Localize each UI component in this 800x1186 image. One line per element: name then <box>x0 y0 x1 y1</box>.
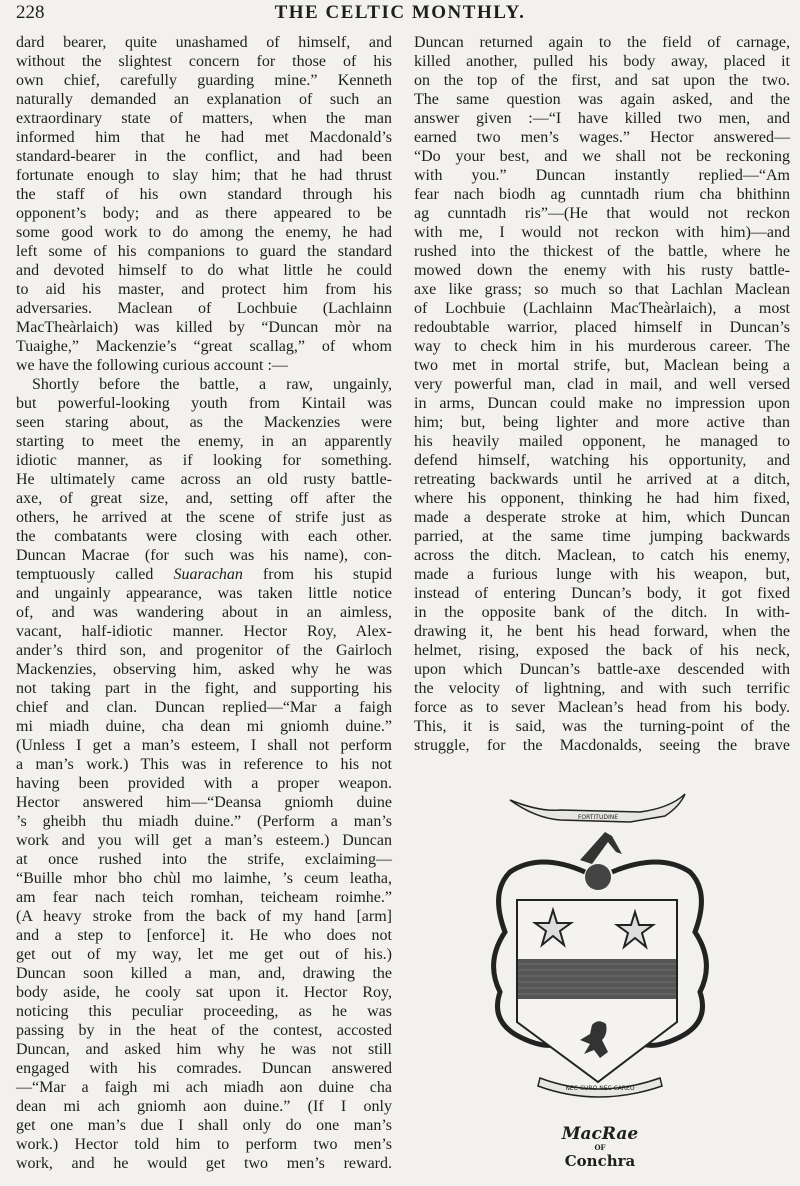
text-line: opponent’s body; and as there appeared to be <box>16 205 392 222</box>
caption-place: Conchra <box>564 1152 636 1170</box>
text-line: “Do your best, and we shall not be reckoning <box>414 148 790 165</box>
text-line: but powerful-looking youth from Kintail was <box>16 395 392 412</box>
text-line: a man’s work.) This was in reference to his not <box>16 756 392 773</box>
text-line: at once rushed into the strife, exclaiming— <box>16 851 392 868</box>
text-line: him; but, being lighter and more active than <box>414 414 790 431</box>
text-line: left some of his companions to guard the standard <box>16 243 392 260</box>
text-line: made a desperate stroke at him, which Duncan <box>414 509 790 526</box>
text-line: Shortly before the battle, a raw, ungainly, <box>32 376 392 393</box>
text-line: chief and clan. Duncan replied—“Mar a faigh <box>16 699 392 716</box>
text-line: work, and he would get two men’s reward. <box>16 1155 392 1172</box>
text-line: Duncan soon killed a man, and, drawing the <box>16 965 392 982</box>
text-line: (A heavy stroke from the back of my hand [arm] <box>16 908 392 925</box>
text-line: This, it is said, was the turning-point of the <box>414 718 790 735</box>
text-line: on the top of the first, and sat upon the two. <box>414 72 790 89</box>
text-line: upon which Duncan’s battle-axe descended with <box>414 661 790 678</box>
text-line: Duncan Macrae (for such was his name), con- <box>16 547 392 564</box>
text-line: Hector answered him—“Deansa gniomh duine <box>16 794 392 811</box>
text-line: The same question was again asked, and the <box>414 91 790 108</box>
text-line: extraordinary state of matters, when the man <box>16 110 392 127</box>
text-line: way to check him in his murderous career. The <box>414 338 790 355</box>
text-line: having been provided with a proper weapon. <box>16 775 392 792</box>
text-line: killed another, pulled his body away, placed it <box>414 53 790 70</box>
coat-of-arms-illustration <box>480 782 720 1102</box>
text-line: very powerful man, clad in mail, and well versed <box>414 376 790 393</box>
text-line: redoubtable warrior, placed himself in Duncan’s <box>414 319 790 336</box>
text-line: Mackenzies, observing him, asked why he was <box>16 661 392 678</box>
text-line: the velocity of lightning, and with such terrific <box>414 680 790 697</box>
text-line: we have the following curious account :— <box>16 357 288 374</box>
caption-of: OF <box>594 1143 606 1152</box>
text-line: helmet, rising, exposed the back of his neck, <box>414 642 790 659</box>
text-line: across the ditch. Maclean, to catch his enemy, <box>414 547 790 564</box>
text-line: where his opponent, thinking he had him fixed, <box>414 490 790 507</box>
left-column <box>16 33 392 1173</box>
text-line: temptuously called Suarachan from his stupid <box>16 566 392 583</box>
text-line: to aid his master, and protect him from his <box>16 281 392 298</box>
text-line: in arms, Duncan could make no impression upon <box>414 395 790 412</box>
text-line: Tuaighe,” Mackenzie’s “great scallag,” of whom <box>16 338 392 355</box>
crest-motto-scroll <box>510 794 685 822</box>
base-motto-text: NEC CURO NEC CAREO <box>565 1085 635 1092</box>
text-line: get out of my way, let me get out of his.) <box>16 946 392 963</box>
text-line: others, he arrived at the scene of strife just as <box>16 509 392 526</box>
text-line: made a furious lunge with his weapon, but, <box>414 566 790 583</box>
text-line: parried, at the same time jumping backwards <box>414 528 790 545</box>
text-line: dean mi ach gniomh aon duine.” (If I only <box>16 1098 392 1115</box>
text-line: —“Mar a faigh mi ach miadh aon duine cha <box>16 1079 392 1096</box>
text-line: adversaries. Maclean of Lochbuie (Lachlainn <box>16 300 392 317</box>
text-line: the staff of his own standard through his <box>16 186 392 203</box>
text-line: ag cunntadh ris”—(He that would not reckon <box>414 205 790 222</box>
running-title: THE CELTIC MONTHLY. <box>274 2 526 23</box>
text-line: and devoted himself to do what little he could <box>16 262 392 279</box>
text-line: his heavily mailed opponent, he managed to <box>414 433 790 450</box>
text-line: ander’s third son, and progenitor of the Gairloch <box>16 642 392 659</box>
text-line: fear nach biodh ag cunntadh rium cha bhithinn <box>414 186 790 203</box>
text-line: own chief, carefully guarding mine.” Kenneth <box>16 72 392 89</box>
helmet-icon <box>585 864 611 890</box>
text-line: earned two men’s wages.” Hector answered— <box>414 129 790 146</box>
text-line: defend himself, watching his opportunity, and <box>414 452 790 469</box>
text-line: dard bearer, quite unashamed of himself, and <box>16 34 392 51</box>
shield <box>517 900 677 1082</box>
text-line: with you.” Duncan instantly replied—“Am <box>414 167 790 184</box>
text-line: instead of entering Duncan’s body, it got fixed <box>414 585 790 602</box>
right-column <box>414 33 790 755</box>
text-line: “Buille mhor bho chùl mo laimhe, ’s ceum leatha, <box>16 870 392 887</box>
text-line: ’s gheibh thu miadh duine.” (Perform a man’s <box>16 813 392 830</box>
text-line: body aside, he cooly sat upon it. Hector Roy, <box>16 984 392 1001</box>
text-line: axe like grass; so much so that Lachlan Maclean <box>414 281 790 298</box>
crest-arm-icon <box>580 832 622 864</box>
text-line: passing by in the heat of the contest, accosted <box>16 1022 392 1039</box>
text-line: work.) Hector told him to perform two men’s <box>16 1136 392 1153</box>
text-line: the combatants were closing with each other. <box>16 528 392 545</box>
text-line: Duncan returned again to the field of carnage, <box>414 34 790 51</box>
caption-name: MacRae <box>561 1124 639 1144</box>
text-line: of Lochbuie (Lachlainn MacTheàrlaich), a most <box>414 300 790 317</box>
text-line: answer given :—“I have killed two men, and <box>414 110 790 127</box>
text-line: naturally demanded an explanation of such an <box>16 91 392 108</box>
text-line: force as to sever Maclean’s head from his body. <box>414 699 790 716</box>
text-line: and a step to [enforce] it. He who does not <box>16 927 392 944</box>
text-line: vacant, half-idiotic manner. Hector Roy, Alex- <box>16 623 392 640</box>
text-line: He ultimately came across an old rusty battle- <box>16 471 392 488</box>
text-line: am fear nach teich romhan, teicheam roimhe.” <box>16 889 392 906</box>
text-line: and ungainly appearance, was taken little notice <box>16 585 392 602</box>
italic-name: Suarachan <box>173 566 243 583</box>
text-line: engaged with his comrades. Duncan answered <box>16 1060 392 1077</box>
text-line: fortunate enough to slay him; that he had thrust <box>16 167 392 184</box>
text-line: axe, of great size, and, setting off after the <box>16 490 392 507</box>
text-line: mowed down the enemy with his rusty battle- <box>414 262 790 279</box>
text-line: drawing it, he bent his head forward, when the <box>414 623 790 640</box>
text-line: struggle, for the Macdonalds, seeing the brave <box>414 737 790 754</box>
text-line: mi miadh duine, cha dean mi gniomh duine.” <box>16 718 392 735</box>
text-line: with me, I would not reckon with him)—and <box>414 224 790 241</box>
text-line: work and you will get a man’s esteem.) Duncan <box>16 832 392 849</box>
crest-motto-text: FORTITUDINE <box>577 814 619 821</box>
page-number: 228 <box>16 2 45 23</box>
text-line: two met in mortal strife, but, Maclean being a <box>414 357 790 374</box>
text-line: in the opposite bank of the ditch. In with- <box>414 604 790 621</box>
text-line: of, and was wandering about in an aimless, <box>16 604 392 621</box>
text-line: without the slightest concern for those of his <box>16 53 392 70</box>
text-line: standard-bearer in the conflict, and had been <box>16 148 392 165</box>
text-line: rushed into the thickest of the battle, where he <box>414 243 790 260</box>
text-line: retreating backwards until he arrived at a ditch, <box>414 471 790 488</box>
text-line: some good work to do among the enemy, he had <box>16 224 392 241</box>
text-line: MacTheàrlaich) was killed by “Duncan mòr na <box>16 319 392 336</box>
text-line: get one man’s due I shall only do one man’s <box>16 1117 392 1134</box>
text-line: idiotic manner, as if looking for something. <box>16 452 392 469</box>
text-line: seen staring about, as the Mackenzies were <box>16 414 392 431</box>
text-line: Duncan, and asked him why he was not still <box>16 1041 392 1058</box>
text-line: noticing this peculiar proceeding, as he was <box>16 1003 392 1020</box>
text-line: (Unless I get a man’s esteem, I shall not perform <box>16 737 392 754</box>
text-line: not taking part in the fight, and supporting his <box>16 680 392 697</box>
text-line: informed him that he had met Macdonald’s <box>16 129 392 146</box>
text-line: starting to meet the enemy, in an apparently <box>16 433 392 450</box>
